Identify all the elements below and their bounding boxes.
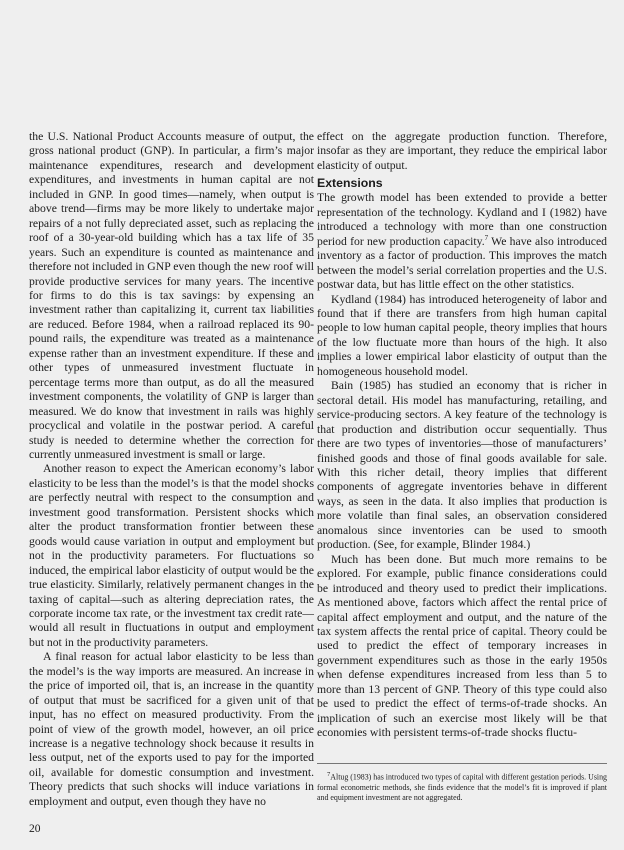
paragraph: Kydland (1984) has introduced heterogeneity of labor and found that if there are transfers from high human capital people to low human capital people, theory implies that hours of the low fluctuate more than hours of the high. It also implies a lower empirical labor elasticity of output than the homogeneous household model. [317,292,607,378]
paragraph: Another reason to expect the American economy’s labor elasticity to be less than the model’s is that the model shocks are perfectly neutral with respect to the consumption and investment good transformation. Persistent shocks which alter the product transformation frontier between these goods would cause variation in output and employment but not in the productivity parameters. For fluctuations so induced, the empirical labor elasticity of output would be the true elasticity. Similarly, relatively permanent changes in the taxing of capital—such as altering depreciation rates, the corporate income tax rate, or the investment tax credit rate—would all result in fluctuations in output and employment but not in the productivity parameters. [29,462,314,649]
paragraph-text: We have also introduced inventory as a factor of production. This improves the match between the model’s serial correlation properties and the U.S. postwar data, but has little effect on the other statistics. [317,234,607,292]
footnote-divider [317,763,607,764]
paragraph: Bain (1985) has studied an economy that is richer in sectoral detail. His model has manufacturing, retailing, and service-producing sectors. A key feature of the technology is that production and distribution occur sequentially. Thus there are two types of inventories—those of manufacturers’ finished goods and those of final goods available for sale. With this richer detail, theory implies that different components of aggregate inventories behave in different ways, as seen in the data. It also implies that production is more volatile than final sales, an observation considered anomalous since inventories can be used to smooth production. (See, for example, Blinder 1984.) [317,379,607,552]
paragraph [317,191,607,292]
footnote-text: Altug (1983) has introduced two types of capital with different gestation periods. Using formal econometric methods, she finds evidence that the model’s fit is improved if plant and equipment investment are not aggregated. [317,772,607,803]
footnote-reference: 7 [484,233,489,242]
paragraph: the U.S. National Product Accounts measure of output, the gross national product (GNP). In particular, a firm’s major maintenance expenditures, research and development expenditures, and investments in human capital are not included in GNP. In good times—namely, when output is above trend—firms may be more likely to undertake major repairs of a not fully depreciated asset, such as replacing the roof of a 30-year-old building which has a tax life of 35 years. Such an expenditure is counted as maintenance and therefore not included in GNP even though the new roof will provide productive services for many years. The incentive for firms to do this is tax savings: by expensing an investment rather than capitalizing it, current tax liabilities are reduced. Before 1984, when a railroad replaced its 90-pound rails, the expenditure was treated as a maintenance expense rather than an investment expenditure. If these and other types of unmeasured investment fluctuate in percentage terms more than output, as do all the measured investment components, the volatility of GNP is larger than measured. We do know that investment in rails was highly procyclical and volatile in the postwar period. A careful study is needed to determine whether the correction for currently unmeasured investment is small or large. [29,130,314,461]
footnote-marker: 7 [327,771,331,778]
paragraph: Much has been done. But much more remains to be explored. For example, public finance considerations could be introduced and theory used to predict their implications. As mentioned above, factors which affect the rental price of capital affect employment and output, and the nature of the tax system affects the rental price of capital. Theory could be used to predict the effect of temporary increases in government expenditures such as those in the early 1950s when defense expenditures increased from less than 5 to more than 13 percent of GNP. Theory of this type could also be used to predict the effect of terms-of-trade shocks. An implication of such an exercise most likely will be that economies with persistent terms-of-trade shocks fluctu- [317,552,607,740]
paragraph: effect on the aggregate production function. Therefore, insofar as they are important, they reduce the empirical labor elasticity of output. [317,130,607,172]
footnote [317,770,607,803]
paragraph-text: The growth model has been extended to provide a better representation of the technology. Kydland and I (1982) have introduced a technology with more than one construction period for new production capacity. [317,191,607,248]
paragraph: A final reason for actual labor elasticity to be less than the model’s is the way imports are measured. An increase in the price of imported oil, that is, an increase in the quantity of output that must be sacrificed for a given unit of that input, has no effect on measured productivity. From the point of view of the growth model, however, an oil price increase is a negative technology shock because it results in less output, net of the exports used to pay for the imported oil, available for domestic consumption and investment. Theory predicts that such shocks will induce variations in employment and output, even though they have no [29,650,314,808]
right-column [317,130,607,741]
left-column [29,130,314,809]
page-number: 20 [29,823,41,835]
section-heading: Extensions [317,176,383,191]
